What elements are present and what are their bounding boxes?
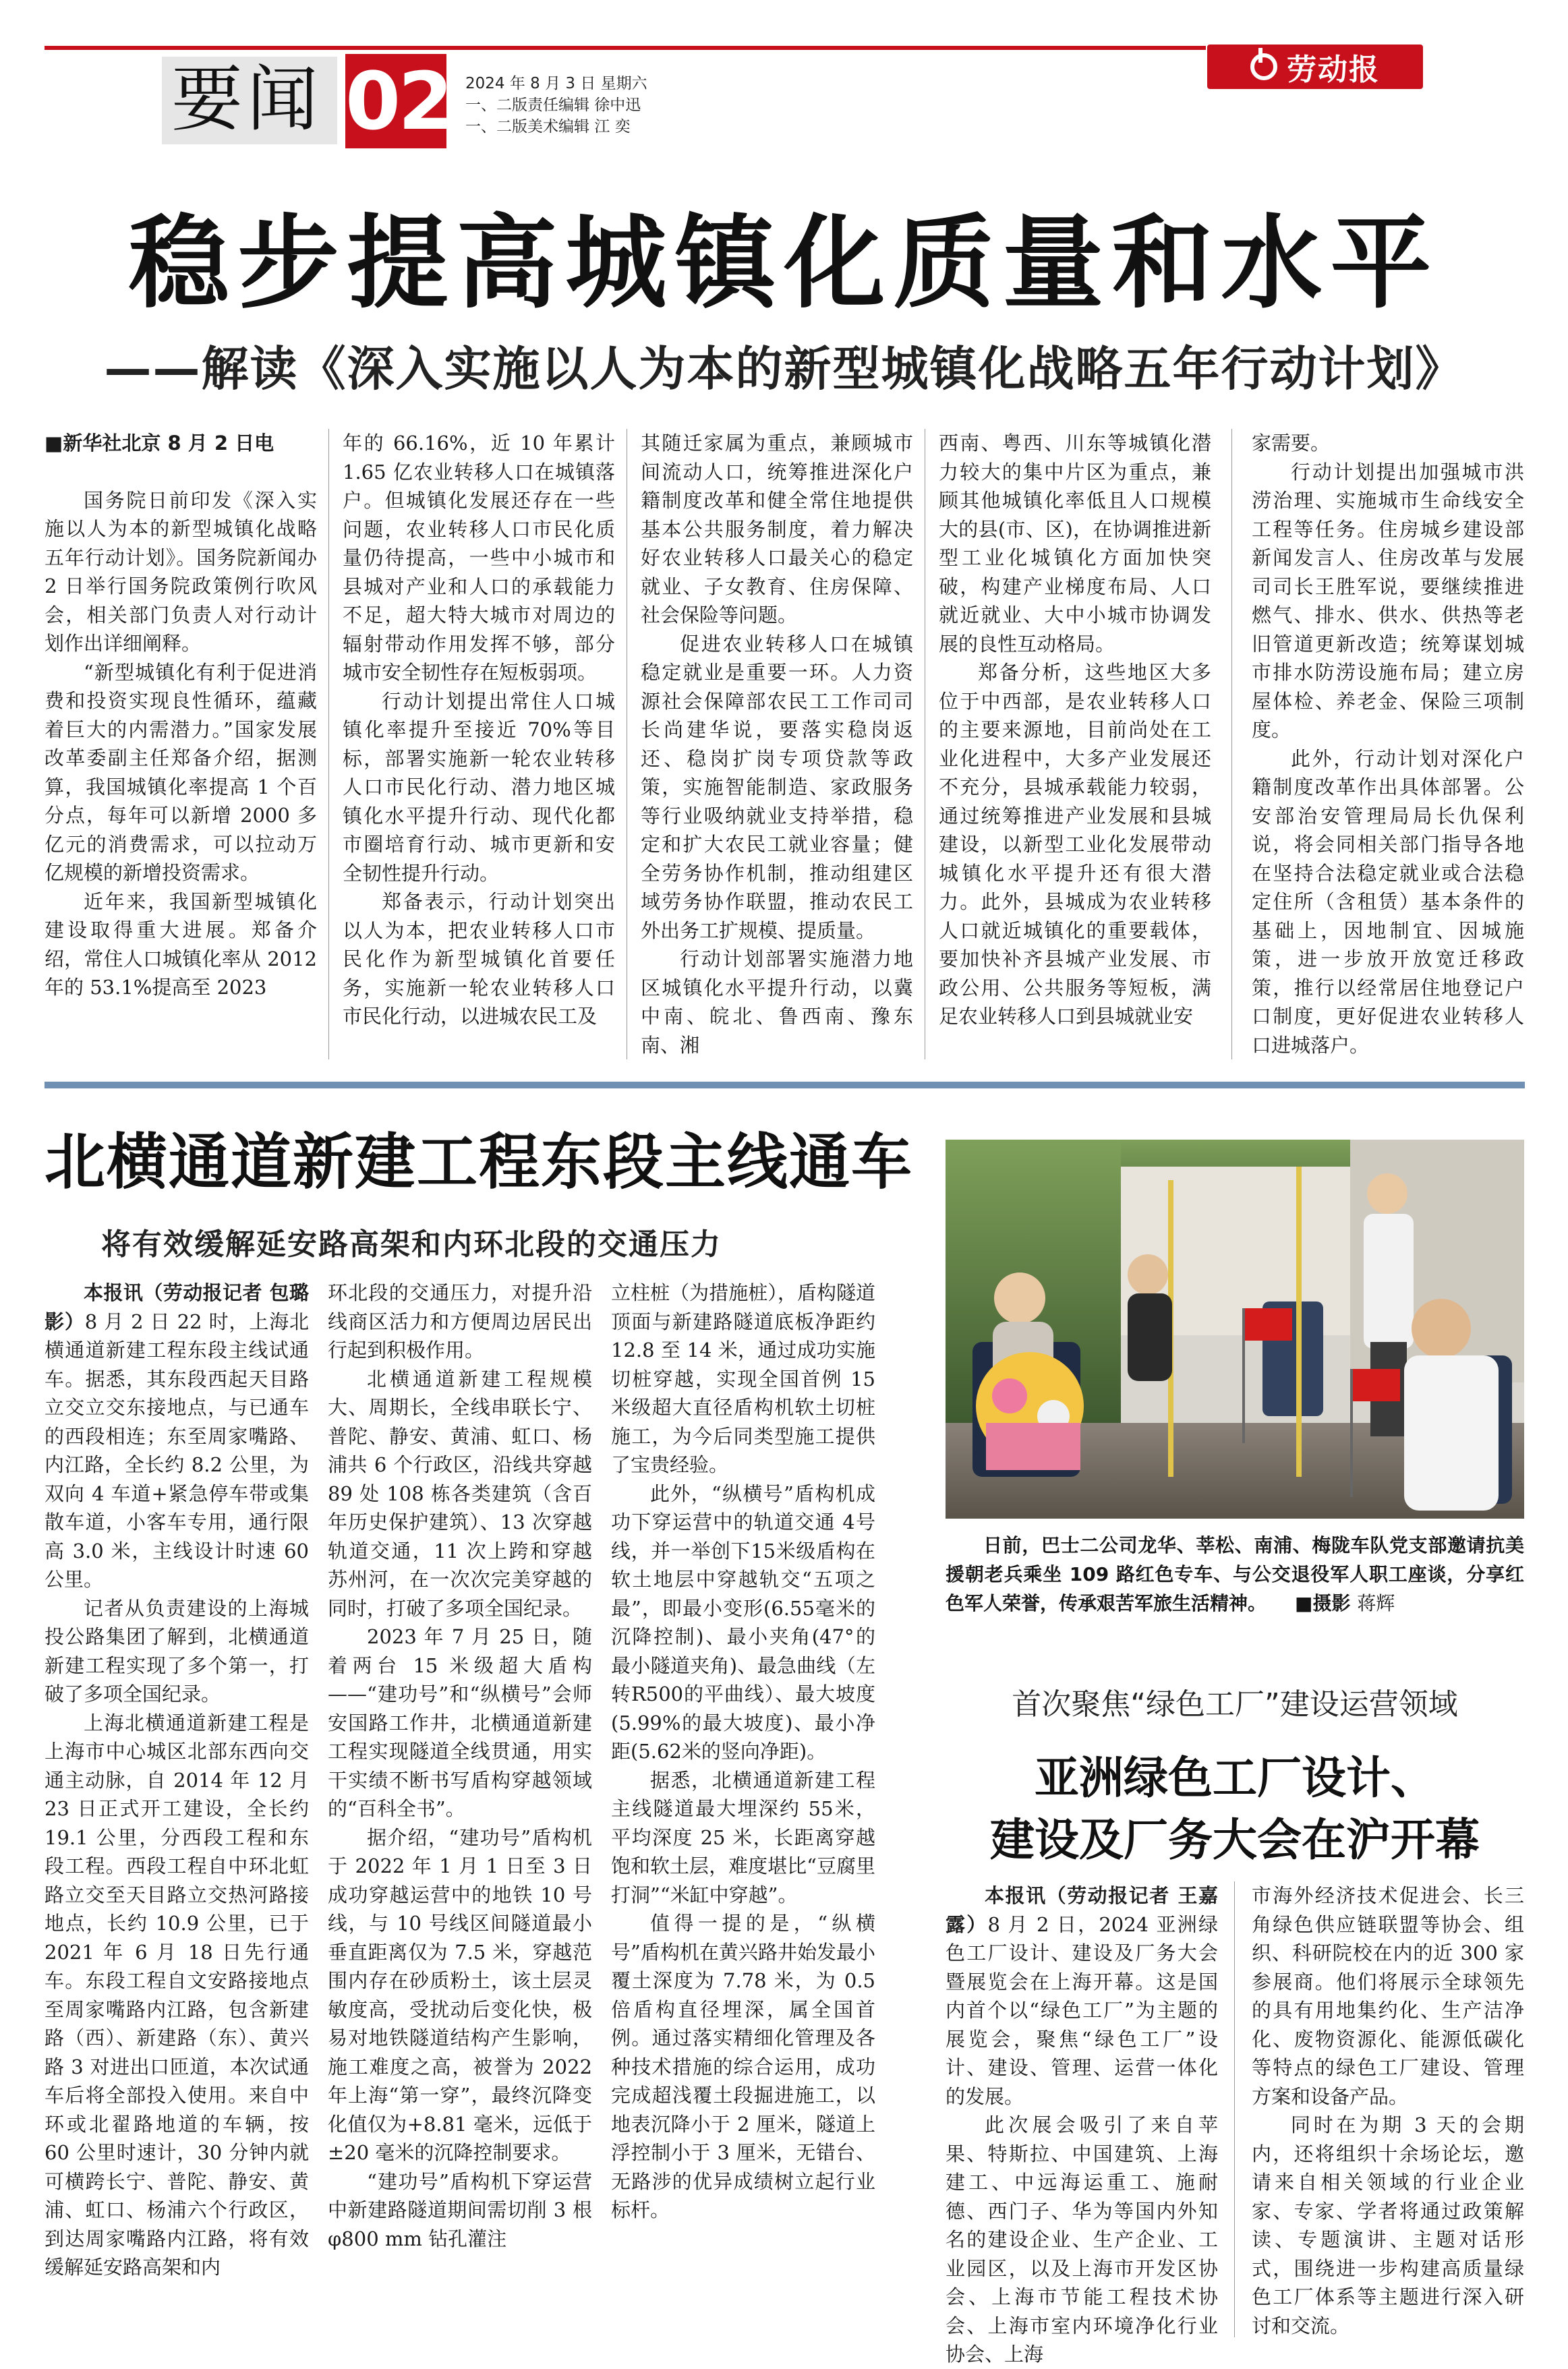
- logo-mark-icon: [1250, 53, 1277, 80]
- paper-logo: [1207, 45, 1423, 89]
- paragraph: “建功号”盾构机下穿运营中新建路隧道期间需切削 3 根 φ800 mm 钻孔灌注: [328, 2169, 592, 2250]
- paragraph: 行动计划提出常住人口城镇化率提升至接近 70%等目标，部署实施新一轮农业转移人口市民化行动、潜力地区城镇化水平提升行动、现代化都市圈培育行动、城市更新和安全韧性提升行动。: [343, 689, 615, 885]
- paragraph: 郑备表示，行动计划突出以人为本，把农业转移人口市民化作为新型城镇化首要任务，实施新一轮农业转移人口市民化行动，以进城农民工及: [343, 890, 615, 1028]
- paragraph: 其随迁家属为重点，兼顾城市间流动人口，统筹推进深化户籍制度改革和健全常住地提供基本公共服务制度，着力解决好农业转移人口最关心的稳定就业、子女教育、住房保障、社会保险等问题。: [641, 432, 913, 626]
- article3-column-2: [1252, 1881, 1524, 2337]
- column-rule: [328, 429, 329, 1059]
- issue-date: 2024 年 8 月 3 日 星期六: [465, 75, 647, 92]
- paragraph: 年的 66.16%，近 10 年累计 1.65 亿农业转移人口在城镇落户。但城镇化发展还存在一些问题，农业转移人口市民化质量仍待提高，一些中小城市和县城对产业和人口的承载能力不足，超大特大城市对周边的辐射带动作用发挥不够，部分城市安全韧性存在短板弱项。: [343, 432, 615, 684]
- paragraph: 行动计划提出加强城市洪涝治理、实施城市生命线安全工程等任务。住房城乡建设部新闻发言人、住房改革与发展司司长王胜军说，要继续推进燃气、排水、供水、供热等老旧管道更新改造；统筹谋划城市排水防涝设施布局；建立房屋体检、养老金、保险三项制度。: [1252, 460, 1524, 741]
- column-rule: [1234, 1881, 1235, 2337]
- article2-column-1: [45, 1279, 309, 2337]
- lead-column-1: [45, 429, 317, 1059]
- article3-headline-line2: 建设及厂务大会在沪开幕: [990, 1813, 1480, 1866]
- reporter-credit: 本报讯（劳动报记者 包璐影）: [45, 1281, 309, 1333]
- paragraph: 促进农业转移人口在城镇稳定就业是重要一环。人力资源社会保障部农民工工作司司长尚建华说，要落实稳岗返还、稳岗扩岗专项贷款等政策，实施智能制造、家政服务等行业吸纳就业支持举措，稳定和扩大农民工就业容量；健全劳务协作机制，推动组建区域劳务协作联盟，推动农民工外出务工扩规模、提质量。: [641, 632, 913, 942]
- photo-credit-name: 蒋辉: [1357, 1592, 1395, 1614]
- reporter-credit: 本报讯（劳动报记者 王嘉露）: [946, 1884, 1218, 1936]
- photo-caption: [946, 1531, 1524, 1618]
- paragraph: [45, 1279, 309, 1594]
- lead-subheadline: ——解读《深入实施以人为本的新型城镇化战略五年行动计划》: [104, 341, 1464, 397]
- masthead-info: [465, 73, 647, 138]
- paragraph: 近年来，我国新型城镇化建设取得重大进展。郑备介绍，常住人口城镇化率从 2012 年的 53.1%提高至 2023: [45, 889, 317, 999]
- article3-column-1: [946, 1881, 1218, 2366]
- paragraph: 2023 年 7 月 25 日，随着两台 15 米级超大盾构——“建功号”和“纵横号”会师安国路工作井，北横通道新建工程实现隧道全线贯通，用实干实绩不断书写盾构穿越领域的“百科全书”。: [328, 1625, 592, 1820]
- art-editor-line: 一、二版美术编辑 江 奕: [465, 118, 631, 136]
- paragraph: [946, 1881, 1218, 2111]
- paragraph: 此外，行动计划对深化户籍制度改革作出具体部署。公安部治安管理局局长仇保利说，将会同相关部门指导各地在坚持合法稳定就业或合法稳定住所（含租赁）基本条件的基础上，因地制宜、因城施策，进一步放开放宽迁移政策，推行以经常居住地登记户口制度，更好促进农业转移人口进城落户。: [1252, 747, 1524, 1057]
- article3-headline-line1: 亚洲绿色工厂设计、: [1035, 1751, 1435, 1804]
- news-photo: [946, 1140, 1524, 1519]
- page-number: 02: [345, 55, 451, 148]
- paragraph: 北横通道新建工程规模大、周期长，全线串联长宁、普陀、静安、黄浦、虹口、杨浦共 6 个行政区，沿线共穿越 89 处 108 栋各类建筑（含百年历史保护建筑）、13 次穿越轨道交通，11 次上跨和穿越苏州河，在一次次完美穿越的同时，打破了多项全国纪录。: [328, 1367, 592, 1620]
- photo-credit-label: ■摄影: [1295, 1592, 1351, 1614]
- editor-line: 一、二版责任编辑 徐中迅: [465, 96, 641, 114]
- paragraph: 立柱桩（为措施桩），盾构隧道顶面与新建路隧道底板净距约 12.8 至 14 米，通过成功实施切桩穿越，实现全国首例 15 米级超大直径盾构机软土切桩施工，为今后同类型施工提供了宝贵经验。: [611, 1281, 875, 1476]
- paragraph: 行动计划部署实施潜力地区城镇化水平提升行动，以冀中南、皖北、鲁西南、豫东南、湘: [641, 947, 913, 1057]
- column-rule: [1231, 429, 1232, 1059]
- paragraph: 环北段的交通压力，对提升沿线商区活力和方便周边居民出行起到积极作用。: [328, 1281, 592, 1362]
- lead-headline: 稳步提高城镇化质量和水平: [128, 204, 1440, 322]
- lead-column-4: [939, 429, 1211, 1059]
- lead-column-3: [641, 429, 913, 1059]
- paragraph-text: 8 月 2 日 22 时，上海北横通道新建工程东段主线试通车。据悉，其东段西起天目路立交立交东接地点，与已通车的西段相连；东至周家嘴路、内江路，全长约 8.2 公里，为双向 4 车道+紧急停车带或集散车道，小客车专用，通行限高 3.0 米，主线设计时速 60 公里。: [45, 1310, 309, 1591]
- article2-headline: 北横通道新建工程东段主线通车: [45, 1126, 913, 1198]
- section-name: 要闻: [171, 58, 322, 141]
- paragraph: 同时在为期 3 天的会期内，还将组织十余场论坛，邀请来自相关领域的行业企业家、专家、学者将通过政策解读、专题演讲、主题对话形式，围绕进一步构建高质量绿色工厂体系等主题进行深入研讨和交流。: [1252, 2113, 1524, 2337]
- paragraph-text: 8 月 2 日，2024 亚洲绿色工厂设计、建设及厂务大会暨展览会在上海开幕。这是国内首个以“绿色工厂”为主题的展览会，聚焦“绿色工厂”设计、建设、管理、运营一体化的发展。: [946, 1912, 1218, 2108]
- paragraph: 市海外经济技术促进会、长三角绿色供应链联盟等协会、组织、科研院校在内的近 300 家参展商。他们将展示全球领先的具有用地集约化、生产洁净化、废物资源化、能源低碳化等特点的绿色工厂建设、管理方案和设备产品。: [1252, 1884, 1524, 2108]
- paragraph: 国务院日前印发《深入实施以人为本的新型城镇化战略五年行动计划》。国务院新闻办 2 日举行国务院政策例行吹风会，相关部门负责人对行动计划作出详细阐释。: [45, 488, 317, 655]
- paragraph: 郑备分析，这些地区大多位于中西部，是农业转移人口的主要来源地，目前尚处在工业化进程中，大多产业发展还不充分，县城承载能力较弱，通过统筹推进产业发展和县城建设，以新型工业化发展带动城镇化水平提升还有很大潜力。此外，县城成为农业转移人口就近城镇化的重要载体，要加快补齐县城产业发展、市政公用、公共服务等短板，满足农业转移人口到县城就业安: [939, 661, 1211, 1028]
- paragraph: 上海北横通道新建工程是上海市中心城区北部东西向交通主动脉，自 2014 年 12 月 23 日正式开工建设，全长约 19.1 公里，分西段工程和东段工程。西段工程自中环北虹路立交至天目路立交热河路接地点，长约 10.9 公里，已于 2021 年 6 月 18 日先行通车。东段工程自文安路接地点至周家嘴路内江路，包含新建路（西）、新建路（东）、黄兴路 3 对进出口匝道，本次试通车后将全部投入使用。来自中环或北翟路地道的车辆，按 60 公里时速计，30 分钟内就可横跨长宁、普陀、静安、黄浦、虹口、杨浦六个行政区，到达周家嘴路内江路，将有效缓解延安路高架和内: [45, 1711, 309, 2279]
- masthead-rule: [45, 46, 1206, 50]
- section-divider: [45, 1082, 1525, 1088]
- paragraph: “新型城镇化有利于促进消费和投资实现良性循环，蕴藏着巨大的内需潜力。”国家发展改革委副主任郑备介绍，据测算，我国城镇化率提高 1 个百分点，每年可以新增 2000 多亿元的消费需求，可以拉动万亿规模的新增投资需求。: [45, 660, 317, 884]
- paragraph: 记者从负责建设的上海城投公路集团了解到，北横通道新建工程实现了多个第一，打破了多项全国纪录。: [45, 1596, 309, 1705]
- article3-headline: [946, 1747, 1524, 1871]
- paragraph: 据悉，北横通道新建工程主线隧道最大埋深约 55米，平均深度 25 米，长距离穿越饱和软土层，难度堪比“豆腐里打洞”“米缸中穿越”。: [611, 1768, 875, 1906]
- paragraph: 值得一提的是，“纵横号”盾构机在黄兴路井始发最小覆土深度为 7.78 米，为 0.5 倍盾构直径埋深，属全国首例。通过落实精细化管理及各种技术措施的综合运用，成功完成超浅覆土段掘进施工，以地表沉降小于 2 厘米，隧道上浮控制小于 3 厘米，无错台、无路涉的优异成绩树立起行业标杆。: [611, 1912, 875, 2221]
- dateline: ■新华社北京 8 月 2 日电: [45, 432, 274, 455]
- paragraph: 西南、粤西、川东等城镇化潜力较大的集中片区为重点，兼顾其他城镇化率低且人口规模大的县(市、区)，在协调推进新型工业化城镇化方面加快突破，构建产业梯度布局、人口就近就业、大中小城市协调发展的良性互动格局。: [939, 432, 1211, 655]
- paragraph: 据介绍，“建功号”盾构机于 2022 年 1 月 1 日至 3 日成功穿越运营中的地铁 10 号线，与 10 号线区间隧道最小垂直距离仅为 7.5 米，穿越范围内存在砂质粉土，该土层灵敏度高，受扰动后变化快，极易对地铁隧道结构产生影响，施工难度之高，被誉为 2022 年上海“第一穿”，最终沉降变化值仅为+8.81 毫米，远低于±20 毫米的沉降控制要求。: [328, 1825, 592, 2164]
- paragraph: 此外，“纵横号”盾构机成功下穿运营中的轨道交通 4号线，并一举创下15米级盾构在软土地层中穿越轨交“五项之最”，即最小变形(6.55毫米的沉降控制)、最小夹角(47°的最小隧道夹角)、最急曲线（左转R500的平曲线）、最大坡度(5.99%的最大坡度)、最小净距(5.62米的竖向净距)。: [611, 1482, 875, 1763]
- article2-subheadline: 将有效缓解延安路高架和内环北段的交通压力: [101, 1227, 722, 1262]
- article3-kicker: 首次聚焦“绿色工厂”建设运营领域: [1012, 1687, 1458, 1722]
- paper-name: 劳动报: [1287, 53, 1380, 87]
- paragraph: 此次展会吸引了来自苹果、特斯拉、中国建筑、上海建工、中远海运重工、施耐德、西门子、华为等国内外知名的建设企业、生产企业、工业园区，以及上海市开发区协会、上海市节能工程技术协会、上海市室内环境净化行业协会、上海: [946, 2113, 1218, 2366]
- paragraph: 家需要。: [1252, 432, 1331, 455]
- caption-text: 日前，巴士二公司龙华、莘松、南浦、梅陇车队党支部邀请抗美援朝老兵乘坐 109 路红色专车、与公交退役军人职工座谈，分享红色军人荣誉，传承艰苦军旅生活精神。: [946, 1534, 1524, 1614]
- article2-column-3: [611, 1279, 875, 2337]
- lead-column-2: [343, 429, 615, 1059]
- lead-column-5: [1252, 429, 1524, 1059]
- article2-column-2: [328, 1279, 592, 2337]
